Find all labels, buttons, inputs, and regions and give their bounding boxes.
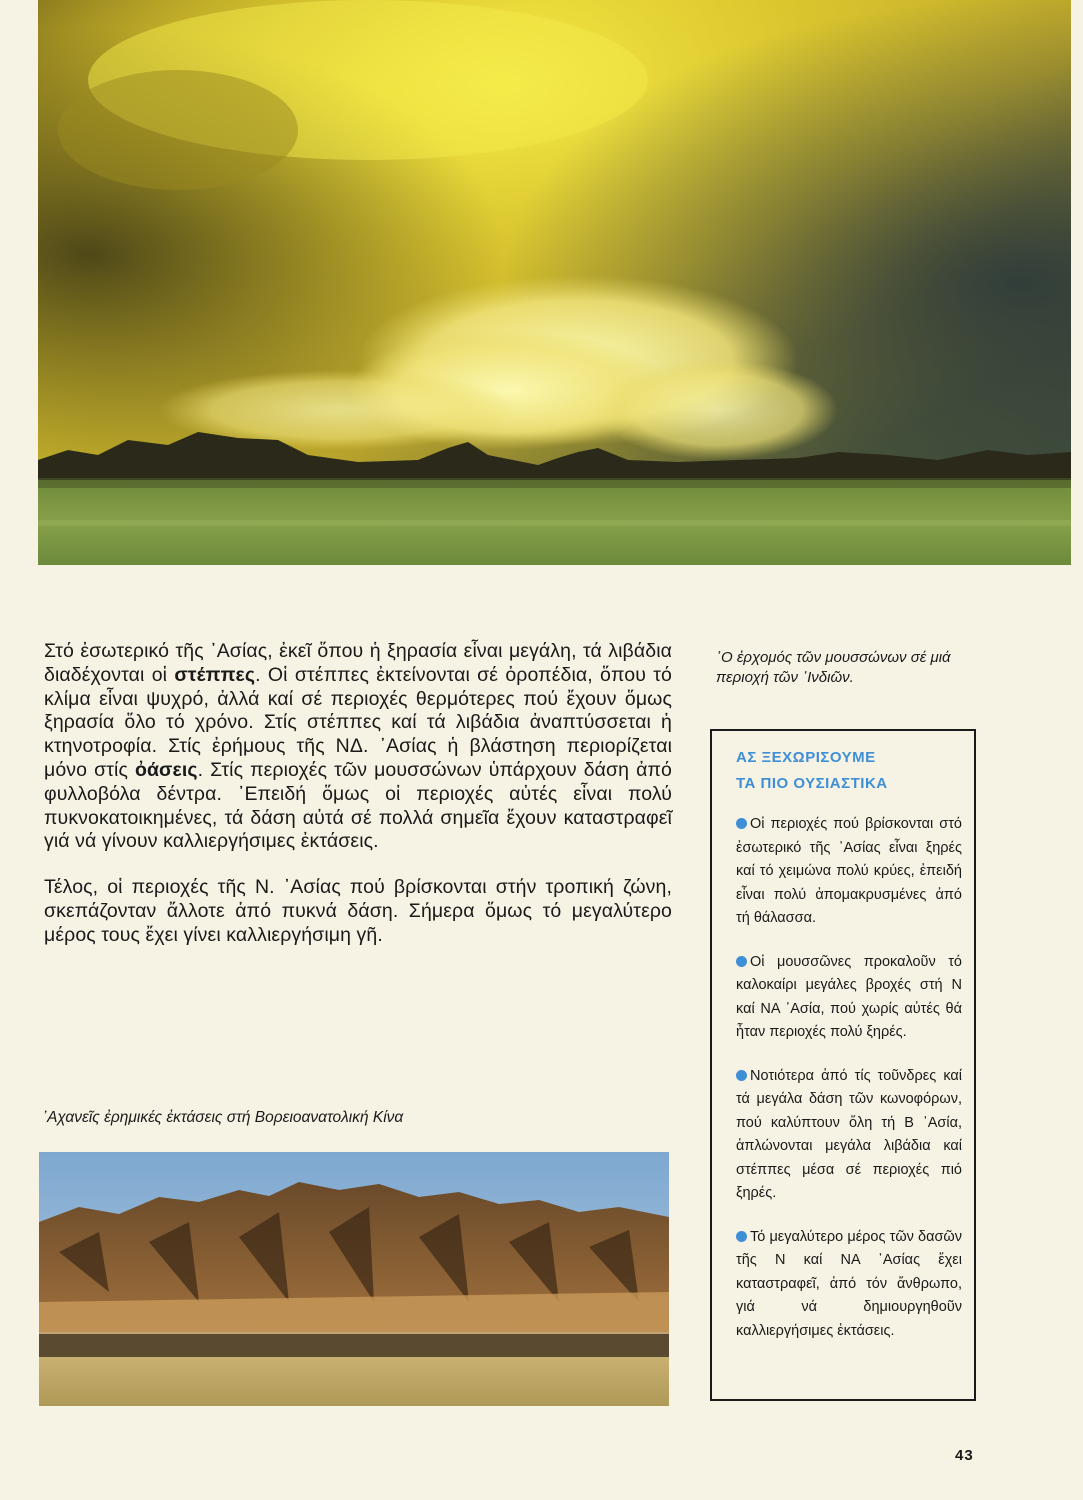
bullet-dot-icon — [736, 818, 747, 829]
paragraph-tropical: Τέλος, οἱ περιοχές τῆς Ν. ᾿Ασίας πού βρίσκονται στήν τροπική ζώνη, σκεπάζονταν ἄλλοτε ἀπό πυκνά δάση. Σήμερα ὅμως τό μεγαλύτερο μέρος τους ἔχει γίνει καλλιεργήσιμη γῆ. — [44, 876, 672, 946]
desert-photo — [39, 1152, 669, 1406]
monsoon-photo — [38, 0, 1071, 565]
summary-item — [736, 1065, 962, 1206]
summary-item — [736, 813, 962, 931]
summary-title — [736, 745, 962, 797]
paragraph-1-part-c: . Στίς περιοχές τῶν μουσσώνων ὑπάρχουν δάση ἀπό φυλλοβόλα δέντρα. ᾿Επειδή ὅμως οἱ περιοχές αὐτές εἶναι πολύ πυκνοκατοικημένες, τά δάση αὐτά σέ πολλά σημεῖα ἔχουν καταστραφεῖ γιά νά γίνουν καλλιεργήσιμες ἐκτάσεις. — [44, 758, 672, 853]
summary-title-line-2: ΤΑ ΠΙΟ ΟΥΣΙΑΣΤΙΚΑ — [736, 775, 888, 792]
page-number: 43 — [955, 1447, 974, 1464]
paragraph-steppes — [44, 640, 672, 854]
monsoon-photo-image — [38, 0, 1071, 565]
summary-item-text: Τό μεγαλύτερο μέρος τῶν δασῶν τῆς Ν καί ΝΑ ᾿Ασίας ἔχει καταστραφεῖ, ἀπό τόν ἄνθρωπο, γιά νά δημιουργηθοῦν καλλιεργήσιμες ἐκτάσεις. — [736, 1228, 962, 1339]
main-text — [44, 640, 672, 970]
summary-item — [736, 1226, 962, 1344]
term-oases: ὀάσεις — [134, 758, 198, 781]
summary-item-text: Οἱ μουσσῶνες προκαλοῦν τό καλοκαίρι μεγάλες βροχές στή Ν καί ΝΑ ᾿Ασία, πού χωρίς αὐτές θά ἦταν περιοχές πολύ ξηρές. — [736, 953, 962, 1040]
monsoon-photo-caption: ῾Ο ἐρχομός τῶν μουσσώνων σέ μιά περιοχή τῶν ᾿Ινδιῶν. — [716, 649, 951, 686]
bullet-dot-icon — [736, 1231, 747, 1242]
summary-item-text: Νοτιότερα ἀπό τίς τοῦνδρες καί τά μεγάλα δάση τῶν κωνοφόρων, πού καλύπτουν ὅλη τή Β ᾿Ασία, ἁπλώνονται μεγάλα λιβάδια καί στέππες μέσα σέ περιοχές πιό ξηρές. — [736, 1067, 962, 1201]
summary-item-text: Οἱ περιοχές πού βρίσκονται στό ἐσωτερικό τῆς ᾿Ασίας εἶναι ξηρές καί τό χειμώνα πολύ κρύες, ἐπειδή εἶναι πολύ ἀπομακρυσμένες ἀπό τή θάλασσα. — [736, 816, 962, 926]
bullet-dot-icon — [736, 956, 747, 967]
term-steppes: στέππες — [174, 663, 256, 686]
summary-title-line-1: ΑΣ ΞΕΧΩΡΙΣΟΥΜΕ — [736, 749, 876, 766]
bullet-dot-icon — [736, 1070, 747, 1081]
desert-photo-caption: ᾿Αχανεῖς ἐρημικές ἐκτάσεις στή Βορειοανατολική Κίνα — [42, 1109, 404, 1126]
summary-item — [736, 951, 962, 1045]
paragraph-1-part-b: . Οἱ στέππες ἐκτείνονται σέ ὀροπέδια, ὅπου τό κλίμα εἶναι ψυχρό, ἀλλά καί σέ περιοχές θερμότερες πού ἔχουν ὅμως ξηρασία ὅλο τό χρόνο. Στίς στέππες καί τά λιβάδια ἀναπτύσσεται ἡ κτηνοτροφία. Στίς ἐρήμους τῆς ΝΔ. ᾿Ασίας ἡ βλάστηση περιορίζεται μόνο στίς — [44, 663, 672, 781]
desert-photo-image — [39, 1152, 669, 1406]
summary-box — [710, 729, 976, 1401]
paragraph-1-part-a: Στό ἐσωτερικό τῆς ᾿Ασίας, ἐκεῖ ὅπου ἡ ξηρασία εἶναι μεγάλη, τά λιβάδια διαδέχονται οἱ — [44, 640, 672, 686]
